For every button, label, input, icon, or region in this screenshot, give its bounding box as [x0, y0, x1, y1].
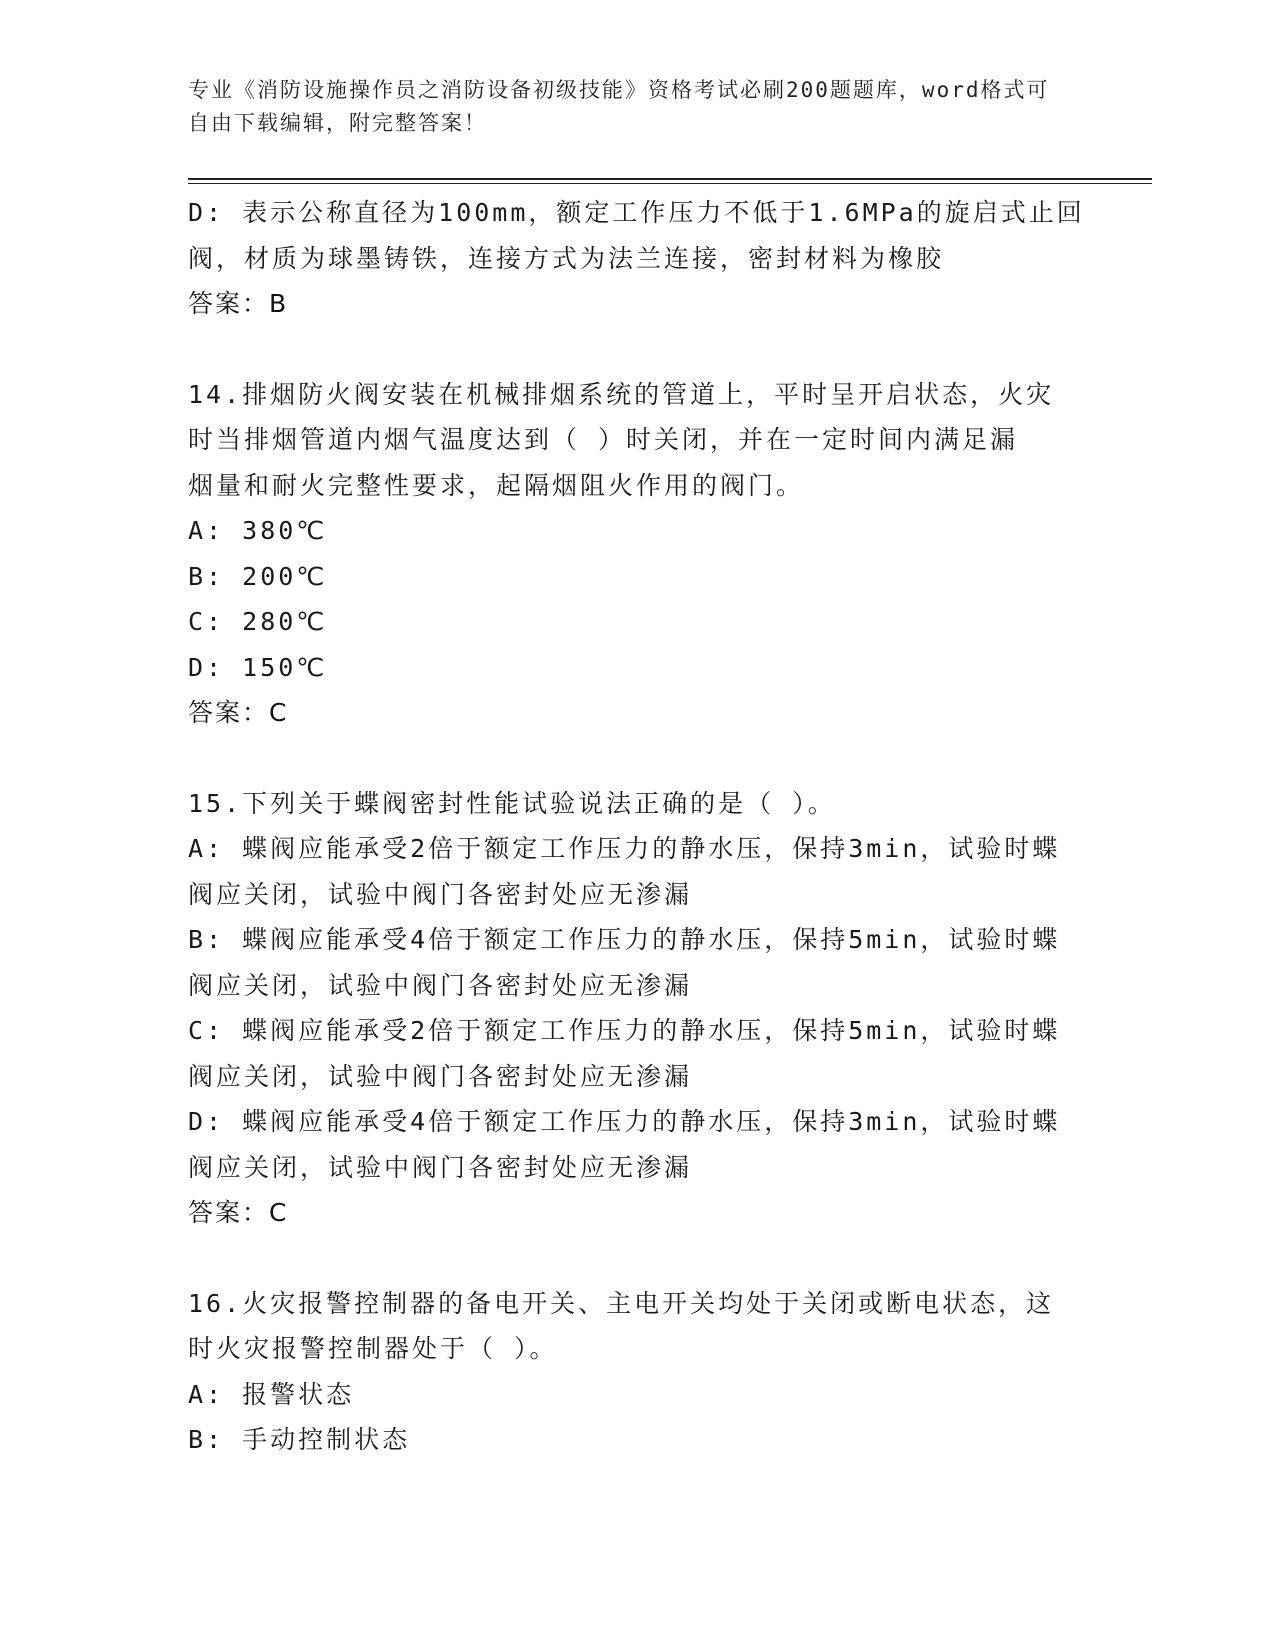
option-a-line: 阀应关闭，试验中阀门各密封处应无渗漏: [188, 879, 693, 909]
question-14: [188, 372, 1088, 736]
header-rule-thin: [188, 183, 1152, 184]
question-stem-line: 16.火灾报警控制器的备电开关、主电开关均处于关闭或断电状态，这: [188, 1288, 1055, 1318]
option-d-line: 阀，材质为球墨铸铁，连接方式为法兰连接，密封材料为橡胶: [188, 243, 945, 273]
answer-line: 答案：B: [188, 289, 289, 318]
spacer: [188, 736, 1088, 781]
previous-question-tail: [188, 190, 1088, 327]
answer-line: 答案：C: [188, 1198, 289, 1227]
header-rule-thick: [188, 178, 1152, 180]
answer-line: 答案：C: [188, 698, 289, 727]
question-16: [188, 1281, 1088, 1463]
option-d-line: 阀应关闭，试验中阀门各密封处应无渗漏: [188, 1152, 693, 1182]
spacer: [188, 1236, 1088, 1281]
spacer: [188, 327, 1088, 372]
option-a: A: 报警状态: [188, 1379, 355, 1409]
option-b-line: 阀应关闭，试验中阀门各密封处应无渗漏: [188, 970, 693, 1000]
question-15: [188, 781, 1088, 1236]
question-stem-line: 时火灾报警控制器处于（ ）。: [188, 1334, 558, 1363]
option-d: D: 150℃: [188, 652, 328, 682]
option-c: C: 280℃: [188, 607, 328, 636]
option-b-line: B: 蝶阀应能承受4倍于额定工作压力的静水压，保持5min，试验时蝶: [188, 925, 1061, 954]
question-stem-line: 15.下列关于蝶阀密封性能试验说法正确的是（ ）。: [188, 788, 836, 818]
option-d-line: D: 蝶阀应能承受4倍于额定工作压力的静水压，保持3min，试验时蝶: [188, 1107, 1061, 1136]
question-stem-line: 烟量和耐火完整性要求，起隔烟阻火作用的阀门。: [188, 470, 805, 500]
question-stem-line: 14.排烟防火阀安装在机械排烟系统的管道上，平时呈开启状态，火灾: [188, 379, 1055, 409]
option-d-line: D: 表示公称直径为100mm，额定工作压力不低于1.6MPa的旋启式止回: [188, 198, 1085, 227]
question-stem-line: 时当排烟管道内烟气温度达到（ ）时关闭，并在一定时间内满足漏: [188, 425, 1019, 454]
question-content: [188, 190, 1088, 1463]
document-header: 专业《消防设施操作员之消防设备初级技能》资格考试必刷200题题库，word格式可自由下载编辑，附完整答案！: [188, 78, 1050, 135]
option-a: A: 380℃: [188, 516, 328, 545]
option-b: B: 200℃: [188, 561, 328, 591]
option-c-line: 阀应关闭，试验中阀门各密封处应无渗漏: [188, 1061, 693, 1091]
option-a-line: A: 蝶阀应能承受2倍于额定工作压力的静水压，保持3min，试验时蝶: [188, 834, 1061, 863]
option-c-line: C: 蝶阀应能承受2倍于额定工作压力的静水压，保持5min，试验时蝶: [188, 1016, 1061, 1045]
option-b: B: 手动控制状态: [188, 1425, 411, 1454]
